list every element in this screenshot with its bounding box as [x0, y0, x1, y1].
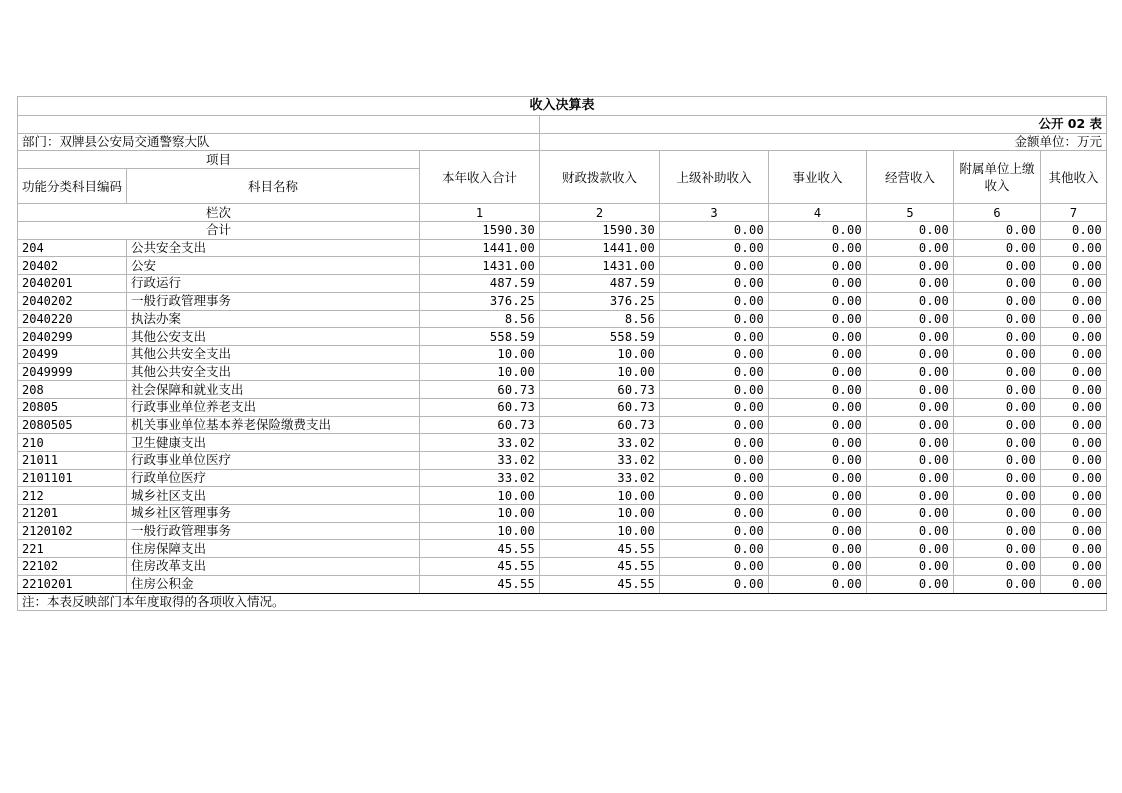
row-value: 10.00	[420, 505, 540, 523]
row-value: 0.00	[954, 345, 1041, 363]
row-value: 0.00	[769, 452, 867, 470]
row-value: 60.73	[540, 416, 660, 434]
row-value: 45.55	[540, 540, 660, 558]
row-value: 0.00	[1041, 469, 1107, 487]
row-value: 0.00	[954, 452, 1041, 470]
row-value: 0.00	[769, 275, 867, 293]
row-value: 0.00	[769, 345, 867, 363]
row-code: 208	[18, 381, 127, 399]
row-value: 0.00	[1041, 328, 1107, 346]
row-value: 376.25	[420, 292, 540, 310]
total-value: 0.00	[867, 222, 954, 240]
row-code: 2080505	[18, 416, 127, 434]
row-value: 0.00	[1041, 487, 1107, 505]
row-value: 0.00	[660, 434, 769, 452]
index-number: 4	[769, 204, 867, 222]
row-value: 60.73	[540, 381, 660, 399]
row-value: 0.00	[867, 257, 954, 275]
row-value: 0.00	[867, 275, 954, 293]
row-value: 0.00	[867, 345, 954, 363]
table-title: 收入决算表	[18, 97, 1107, 116]
row-value: 0.00	[660, 540, 769, 558]
index-number: 1	[420, 204, 540, 222]
row-name: 卫生健康支出	[127, 434, 420, 452]
row-value: 8.56	[420, 310, 540, 328]
row-value: 0.00	[867, 434, 954, 452]
table-row	[18, 398, 1107, 416]
row-value: 0.00	[660, 363, 769, 381]
table-row	[18, 487, 1107, 505]
row-value: 33.02	[420, 434, 540, 452]
row-value: 0.00	[954, 275, 1041, 293]
header-col-7: 其他收入	[1041, 151, 1107, 204]
index-number: 3	[660, 204, 769, 222]
row-value: 10.00	[540, 363, 660, 381]
row-name: 执法办案	[127, 310, 420, 328]
row-value: 0.00	[660, 416, 769, 434]
row-value: 10.00	[540, 345, 660, 363]
row-value: 33.02	[540, 452, 660, 470]
row-code: 21011	[18, 452, 127, 470]
row-value: 0.00	[660, 292, 769, 310]
row-code: 22102	[18, 558, 127, 576]
header-col-1: 本年收入合计	[420, 151, 540, 204]
row-value: 0.00	[954, 558, 1041, 576]
row-code: 20402	[18, 257, 127, 275]
row-value: 0.00	[954, 363, 1041, 381]
table-row	[18, 328, 1107, 346]
row-name: 城乡社区管理事务	[127, 505, 420, 523]
row-code: 20805	[18, 398, 127, 416]
row-value: 0.00	[769, 469, 867, 487]
row-value: 45.55	[540, 575, 660, 593]
row-value: 0.00	[867, 328, 954, 346]
row-name: 其他公安支出	[127, 328, 420, 346]
row-value: 487.59	[420, 275, 540, 293]
form-number: 公开 02 表	[540, 116, 1107, 134]
row-value: 0.00	[769, 292, 867, 310]
row-name: 住房改革支出	[127, 558, 420, 576]
row-value: 0.00	[954, 328, 1041, 346]
table-row	[18, 292, 1107, 310]
table-row	[18, 452, 1107, 470]
row-code: 2040202	[18, 292, 127, 310]
row-name: 住房公积金	[127, 575, 420, 593]
row-name: 行政运行	[127, 275, 420, 293]
row-value: 0.00	[660, 469, 769, 487]
row-value: 0.00	[1041, 434, 1107, 452]
row-value: 10.00	[420, 522, 540, 540]
table-row	[18, 310, 1107, 328]
total-value: 1590.30	[540, 222, 660, 240]
row-value: 0.00	[1041, 257, 1107, 275]
row-code: 21201	[18, 505, 127, 523]
row-value: 8.56	[540, 310, 660, 328]
row-value: 0.00	[867, 398, 954, 416]
row-value: 0.00	[769, 540, 867, 558]
row-code: 210	[18, 434, 127, 452]
index-number: 7	[1041, 204, 1107, 222]
row-code: 2040299	[18, 328, 127, 346]
row-code: 2101101	[18, 469, 127, 487]
row-value: 0.00	[769, 558, 867, 576]
row-name: 一般行政管理事务	[127, 292, 420, 310]
row-value: 0.00	[660, 310, 769, 328]
index-row-label: 栏次	[18, 204, 420, 222]
row-value: 0.00	[1041, 505, 1107, 523]
table-row	[18, 345, 1107, 363]
row-value: 0.00	[769, 487, 867, 505]
row-value: 0.00	[867, 310, 954, 328]
row-value: 0.00	[867, 522, 954, 540]
row-value: 33.02	[420, 452, 540, 470]
row-value: 0.00	[1041, 363, 1107, 381]
blank-cell	[18, 116, 540, 134]
row-value: 0.00	[867, 487, 954, 505]
row-name: 其他公共安全支出	[127, 345, 420, 363]
row-value: 0.00	[660, 328, 769, 346]
row-value: 10.00	[420, 363, 540, 381]
row-value: 45.55	[540, 558, 660, 576]
table-row	[18, 575, 1107, 593]
row-code: 2120102	[18, 522, 127, 540]
amount-unit-label: 金额单位：万元	[540, 133, 1107, 151]
table-row	[18, 434, 1107, 452]
row-value: 0.00	[954, 505, 1041, 523]
row-value: 0.00	[769, 363, 867, 381]
row-value: 0.00	[769, 522, 867, 540]
row-value: 0.00	[769, 416, 867, 434]
table-note: 注：本表反映部门本年度取得的各项收入情况。	[18, 593, 1107, 611]
row-name: 社会保障和就业支出	[127, 381, 420, 399]
row-value: 0.00	[867, 363, 954, 381]
row-value: 10.00	[420, 487, 540, 505]
header-code: 功能分类科目编码	[18, 169, 127, 204]
row-value: 0.00	[1041, 575, 1107, 593]
header-col-5: 经营收入	[867, 151, 954, 204]
table-row	[18, 540, 1107, 558]
row-value: 0.00	[954, 487, 1041, 505]
table-row	[18, 505, 1107, 523]
row-value: 0.00	[769, 505, 867, 523]
row-value: 0.00	[867, 292, 954, 310]
row-value: 0.00	[660, 398, 769, 416]
total-value: 0.00	[1041, 222, 1107, 240]
row-value: 10.00	[540, 522, 660, 540]
row-value: 0.00	[954, 239, 1041, 257]
row-name: 城乡社区支出	[127, 487, 420, 505]
row-value: 33.02	[540, 469, 660, 487]
row-value: 0.00	[954, 381, 1041, 399]
row-value: 0.00	[1041, 381, 1107, 399]
row-value: 0.00	[769, 398, 867, 416]
row-value: 0.00	[867, 381, 954, 399]
row-value: 0.00	[1041, 275, 1107, 293]
table-row	[18, 257, 1107, 275]
row-value: 0.00	[769, 328, 867, 346]
header-col-6: 附属单位上缴收入	[954, 151, 1041, 204]
row-value: 0.00	[1041, 310, 1107, 328]
total-value: 0.00	[954, 222, 1041, 240]
row-value: 0.00	[660, 452, 769, 470]
row-value: 0.00	[867, 540, 954, 558]
row-value: 1431.00	[420, 257, 540, 275]
row-value: 1441.00	[540, 239, 660, 257]
department-label: 部门：双牌县公安局交通警察大队	[18, 133, 540, 151]
row-name: 机关事业单位基本养老保险缴费支出	[127, 416, 420, 434]
row-value: 0.00	[954, 292, 1041, 310]
total-value: 0.00	[660, 222, 769, 240]
header-col-3: 上级补助收入	[660, 151, 769, 204]
row-value: 0.00	[1041, 292, 1107, 310]
index-number: 6	[954, 204, 1041, 222]
row-value: 0.00	[1041, 398, 1107, 416]
row-value: 0.00	[954, 310, 1041, 328]
row-value: 0.00	[660, 345, 769, 363]
row-name: 一般行政管理事务	[127, 522, 420, 540]
row-name: 公安	[127, 257, 420, 275]
row-value: 0.00	[1041, 522, 1107, 540]
row-value: 0.00	[660, 487, 769, 505]
row-name: 公共安全支出	[127, 239, 420, 257]
row-value: 1441.00	[420, 239, 540, 257]
row-value: 60.73	[420, 381, 540, 399]
row-value: 0.00	[660, 522, 769, 540]
row-value: 0.00	[954, 416, 1041, 434]
row-name: 其他公共安全支出	[127, 363, 420, 381]
table-row	[18, 275, 1107, 293]
row-value: 1431.00	[540, 257, 660, 275]
total-value: 1590.30	[420, 222, 540, 240]
row-value: 487.59	[540, 275, 660, 293]
table-row	[18, 522, 1107, 540]
table-row	[18, 416, 1107, 434]
row-value: 0.00	[1041, 452, 1107, 470]
row-value: 0.00	[1041, 558, 1107, 576]
row-name: 行政事业单位医疗	[127, 452, 420, 470]
total-value: 0.00	[769, 222, 867, 240]
row-value: 10.00	[540, 487, 660, 505]
row-value: 0.00	[660, 575, 769, 593]
row-code: 2040220	[18, 310, 127, 328]
header-name: 科目名称	[127, 169, 420, 204]
index-number: 2	[540, 204, 660, 222]
row-value: 0.00	[954, 398, 1041, 416]
row-code: 2210201	[18, 575, 127, 593]
row-value: 0.00	[769, 575, 867, 593]
row-code: 20499	[18, 345, 127, 363]
row-code: 221	[18, 540, 127, 558]
header-col-2: 财政拨款收入	[540, 151, 660, 204]
table-row	[18, 381, 1107, 399]
row-value: 0.00	[769, 434, 867, 452]
row-value: 10.00	[420, 345, 540, 363]
row-value: 0.00	[954, 434, 1041, 452]
row-value: 0.00	[1041, 239, 1107, 257]
row-code: 2049999	[18, 363, 127, 381]
row-value: 558.59	[540, 328, 660, 346]
row-value: 376.25	[540, 292, 660, 310]
row-value: 0.00	[867, 505, 954, 523]
header-col-4: 事业收入	[769, 151, 867, 204]
income-statement-sheet	[17, 96, 1106, 611]
row-value: 60.73	[540, 398, 660, 416]
table-row	[18, 558, 1107, 576]
row-value: 0.00	[954, 575, 1041, 593]
row-value: 0.00	[954, 469, 1041, 487]
row-name: 行政事业单位养老支出	[127, 398, 420, 416]
row-code: 204	[18, 239, 127, 257]
row-value: 0.00	[954, 540, 1041, 558]
row-value: 0.00	[660, 381, 769, 399]
row-value: 0.00	[660, 239, 769, 257]
row-value: 60.73	[420, 416, 540, 434]
table-row	[18, 363, 1107, 381]
row-value: 45.55	[420, 558, 540, 576]
row-value: 45.55	[420, 540, 540, 558]
row-value: 0.00	[1041, 416, 1107, 434]
row-value: 0.00	[867, 416, 954, 434]
income-table	[17, 96, 1107, 611]
row-value: 558.59	[420, 328, 540, 346]
table-row	[18, 469, 1107, 487]
table-row	[18, 239, 1107, 257]
row-value: 33.02	[540, 434, 660, 452]
row-value: 0.00	[867, 469, 954, 487]
row-value: 0.00	[1041, 540, 1107, 558]
row-value: 0.00	[867, 558, 954, 576]
row-value: 0.00	[660, 505, 769, 523]
row-value: 10.00	[540, 505, 660, 523]
row-value: 0.00	[660, 275, 769, 293]
row-value: 0.00	[769, 257, 867, 275]
row-value: 33.02	[420, 469, 540, 487]
row-value: 0.00	[769, 310, 867, 328]
row-value: 0.00	[867, 239, 954, 257]
index-number: 5	[867, 204, 954, 222]
total-row-label: 合计	[18, 222, 420, 240]
row-value: 0.00	[1041, 345, 1107, 363]
row-name: 行政单位医疗	[127, 469, 420, 487]
row-code: 2040201	[18, 275, 127, 293]
row-value: 0.00	[954, 257, 1041, 275]
row-value: 60.73	[420, 398, 540, 416]
row-value: 0.00	[867, 575, 954, 593]
row-name: 住房保障支出	[127, 540, 420, 558]
row-value: 0.00	[660, 257, 769, 275]
header-item: 项目	[18, 151, 420, 169]
row-value: 0.00	[769, 381, 867, 399]
row-code: 212	[18, 487, 127, 505]
row-value: 0.00	[660, 558, 769, 576]
row-value: 0.00	[769, 239, 867, 257]
row-value: 0.00	[867, 452, 954, 470]
row-value: 45.55	[420, 575, 540, 593]
row-value: 0.00	[954, 522, 1041, 540]
